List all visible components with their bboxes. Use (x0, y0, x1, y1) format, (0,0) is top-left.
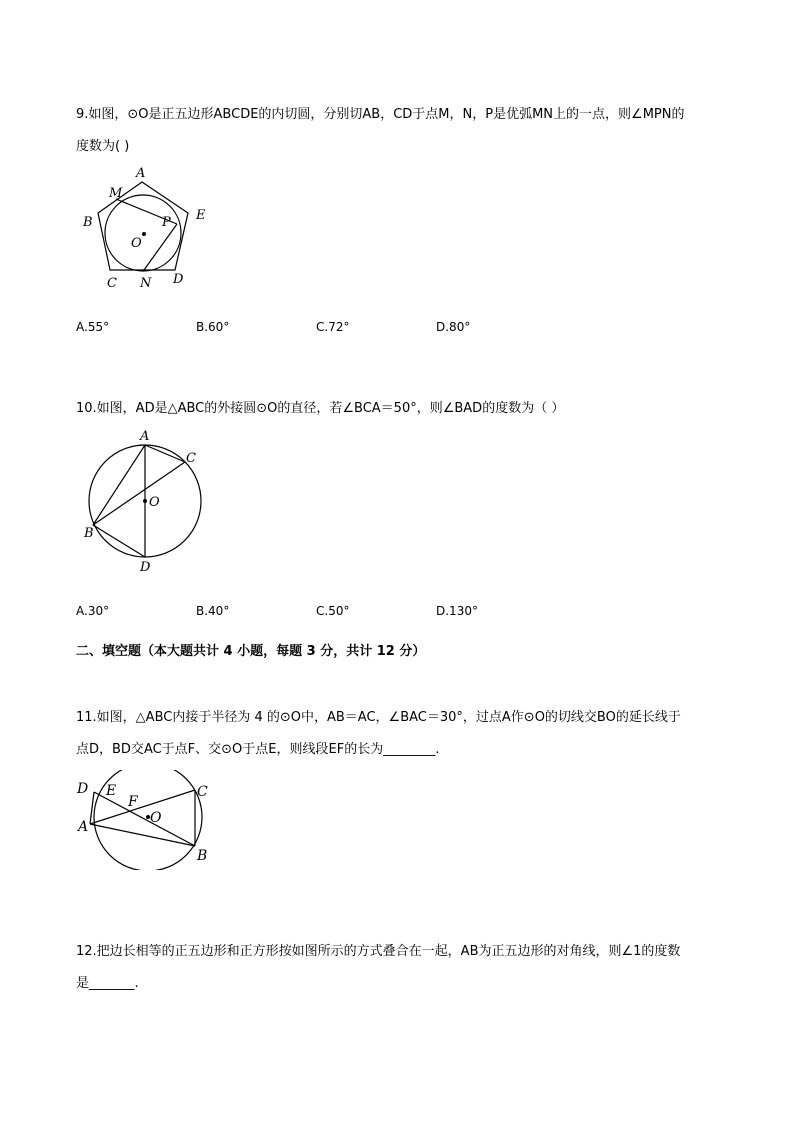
label-D: D (140, 560, 151, 575)
label-F: F (128, 794, 138, 810)
label-B: B (84, 526, 94, 541)
q11-text-line2: 点D，BD交AC于点F、交⊙O于点E，则线段EF的长为________. (76, 742, 440, 757)
q12-text-line1: 12.把边长相等的正五边形和正方形按如图所示的方式叠合在一起，AB为正五边形的对角线，则∠1的度数 (76, 944, 681, 959)
section-heading-fill-in: 二、填空题（本大题共计 4 小题，每题 3 分，共计 12 分） (76, 644, 426, 659)
line-ac (145, 445, 185, 462)
line-bc (93, 462, 185, 525)
q9-option-b: B.60° (196, 320, 230, 334)
q9-option-d: D.80° (436, 320, 471, 334)
line-bd (93, 525, 145, 557)
label-E: E (106, 783, 117, 799)
label-C: C (197, 784, 208, 800)
q11-figure-tangent (74, 770, 219, 870)
label-A: A (78, 819, 89, 835)
q10-option-b: B.40° (196, 604, 230, 618)
q10-figure-circumcircle (78, 425, 218, 580)
line-ab (90, 824, 195, 846)
q9-text-line1: 9.如图，⊙O是正五边形ABCDE的内切圆，分别切AB，CD于点M，N，P是优弧MN上的一点，则∠MPN的 (76, 107, 685, 122)
label-P: P (162, 215, 171, 230)
q10-option-c: C.50° (316, 604, 350, 618)
line-pn (144, 224, 177, 270)
line-ab (93, 445, 145, 525)
label-O: O (149, 495, 160, 510)
q11-text-line1: 11.如图，△ABC内接于半径为 4 的⊙O中，AB＝AC，∠BAC＝30°，过点A作⊙O的切线交BO的延长线于 (76, 710, 681, 725)
label-B: B (83, 215, 93, 230)
label-N: N (140, 276, 152, 291)
label-B: B (197, 848, 208, 864)
label-A: A (140, 429, 150, 444)
line-db (94, 792, 195, 846)
center-dot (143, 499, 147, 503)
label-O: O (131, 236, 142, 251)
label-D: D (77, 781, 89, 797)
q10-text-line1: 10.如图，AD是△ABC的外接圆⊙O的直径，若∠BCA＝50°，则∠BAD的度数为（ ） (76, 401, 565, 416)
line-ad (90, 792, 94, 824)
q12-text-line2: 是_______. (76, 976, 139, 991)
label-E: E (196, 208, 206, 223)
label-C: C (107, 276, 117, 291)
q9-text-line2: 度数为( ) (76, 139, 130, 154)
q10-option-d: D.130° (436, 604, 478, 618)
q9-figure-pentagon-incircle (78, 160, 218, 295)
label-M: M (109, 186, 123, 201)
label-C: C (186, 451, 196, 466)
label-A: A (136, 166, 146, 181)
q10-option-a: A.30° (76, 604, 110, 618)
q9-option-a: A.55° (76, 320, 110, 334)
label-D: D (173, 272, 184, 287)
label-O: O (150, 810, 162, 826)
center-dot (142, 232, 146, 236)
q9-option-c: C.72° (316, 320, 350, 334)
